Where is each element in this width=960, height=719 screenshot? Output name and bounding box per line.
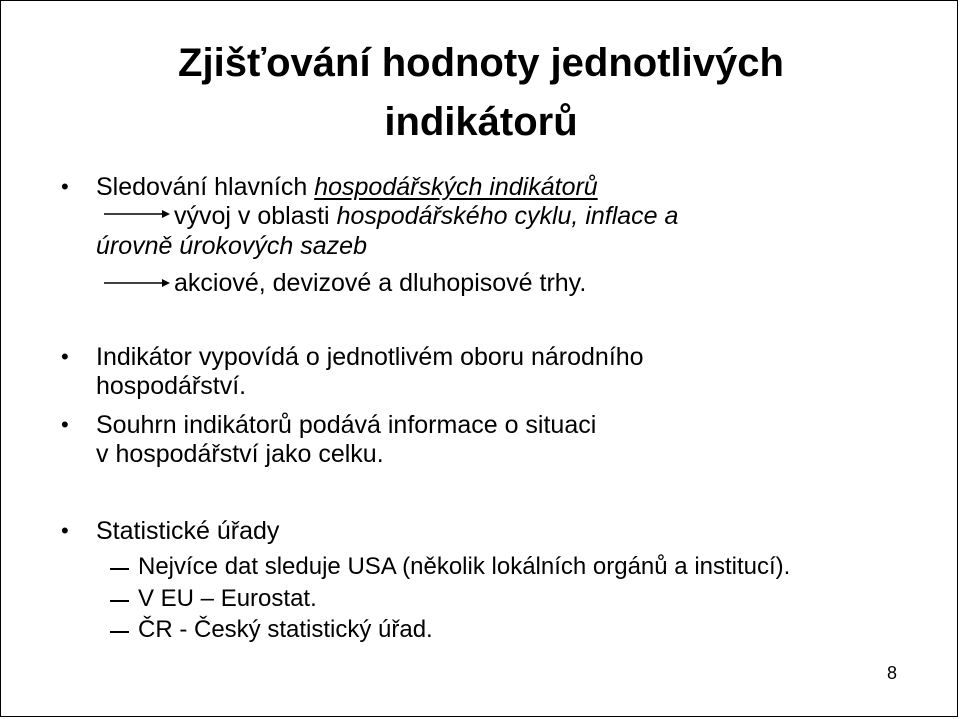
- section3-line1: Souhrn indikátorů podává informace o situaci: [96, 411, 597, 439]
- page-number: 8: [887, 663, 898, 683]
- section4-heading: Statistické úřady: [96, 517, 280, 545]
- right-arrow-icon: [104, 208, 170, 220]
- section1-arrow1-continuation: úrovně úrokových sazeb: [96, 232, 367, 260]
- section4-item-3: ČR - Český statistický úřad.: [138, 616, 433, 643]
- bullet-marker: •: [61, 174, 69, 199]
- section1-arrow1-plain: vývoj v oblasti: [174, 202, 337, 230]
- bullet-marker: •: [61, 518, 69, 543]
- dash-marker: [110, 600, 129, 602]
- section1-lead: [96, 172, 598, 202]
- dash-marker: [110, 568, 129, 570]
- section2-line1: Indikátor vypovídá o jednotlivém oboru národního: [96, 343, 644, 371]
- bullet-marker: •: [61, 344, 69, 369]
- slide-title-line-1: Zjišťování hodnoty jednotlivých: [178, 41, 784, 85]
- section1-arrow2-line: akciové, devizové a dluhopisové trhy.: [174, 269, 587, 297]
- section1-lead-link[interactable]: hospodářských indikátorů: [314, 173, 598, 201]
- right-arrow-icon: [104, 277, 170, 289]
- section3-line2: v hospodářství jako celku.: [96, 440, 384, 468]
- section2-line2: hospodářství.: [96, 372, 247, 400]
- section4-item-2: V EU – Eurostat.: [138, 585, 317, 612]
- section4-item-1: Nejvíce dat sleduje USA (několik lokálních orgánů a institucí).: [138, 553, 791, 580]
- dash-marker: [110, 631, 129, 633]
- section1-arrow1-italic: hospodářského cyklu, inflace a: [336, 202, 679, 230]
- bullet-marker: •: [61, 412, 69, 437]
- slide-title-line-2: indikátorů: [384, 100, 578, 144]
- section1-lead-text: Sledování hlavních: [96, 173, 315, 201]
- section1-arrow1-line: [174, 201, 678, 231]
